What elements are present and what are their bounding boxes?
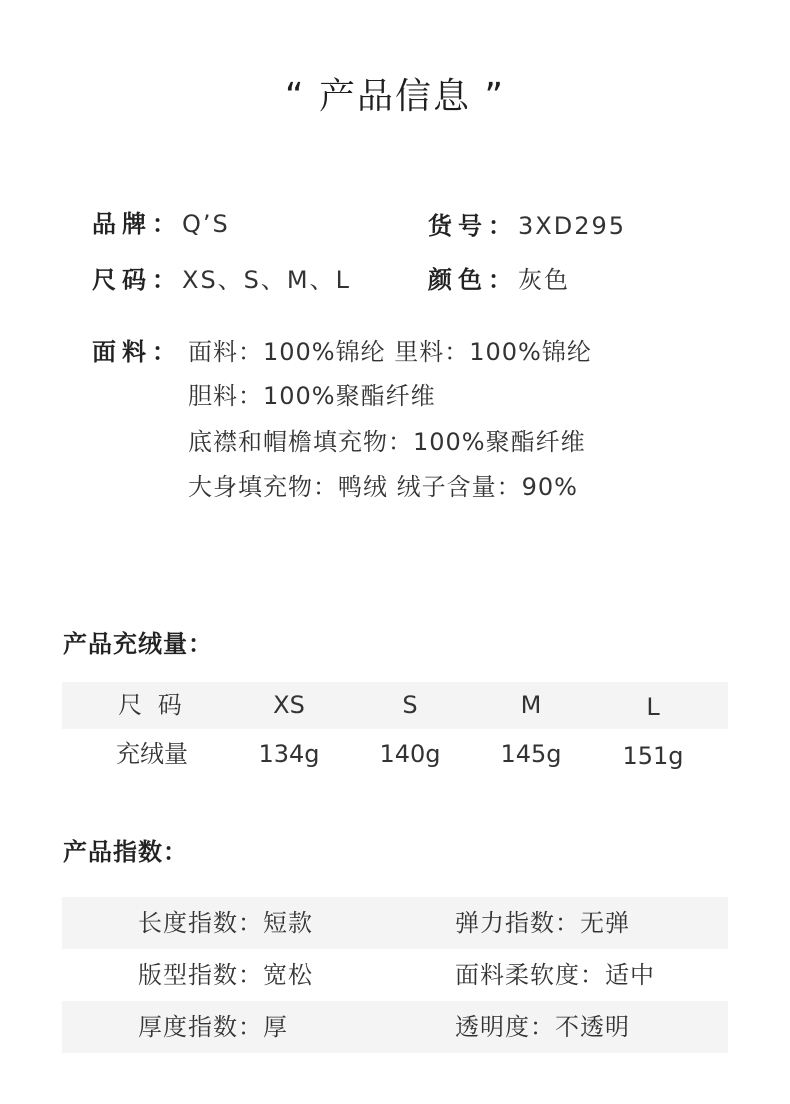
- page-title: “ 产品信息 ”: [284, 76, 506, 117]
- index-item: 版型指数：宽松: [138, 961, 313, 989]
- table-cell: 145g: [500, 740, 562, 768]
- table-row: [62, 731, 728, 778]
- brand-row: [92, 204, 230, 239]
- fabric-line: 胆料：100%聚酯纤维: [188, 382, 436, 410]
- index-table: [62, 897, 728, 1053]
- table-row: [62, 1001, 728, 1053]
- table-header-cell: XS: [273, 691, 305, 719]
- table-row: [62, 897, 728, 949]
- sku-label: 货号：: [428, 212, 518, 240]
- sku-value: 3XD295: [518, 212, 626, 240]
- table-row: [62, 949, 728, 1001]
- fabric-label: 面料：: [92, 338, 182, 366]
- index-section-title: 产品指数：: [63, 838, 188, 866]
- table-cell: 充绒量: [116, 740, 188, 768]
- size-label: 尺码：: [92, 266, 182, 294]
- color-label: 颜色：: [428, 266, 518, 294]
- fabric-line: 底襟和帽檐填充物：100%聚酯纤维: [188, 428, 586, 456]
- index-item: 厚度指数：厚: [138, 1013, 288, 1041]
- fill-section-title: 产品充绒量：: [63, 630, 213, 658]
- table-header-cell: M: [520, 691, 542, 719]
- table-header-cell: L: [646, 693, 660, 721]
- index-item: 长度指数：短款: [138, 909, 313, 937]
- size-value: XS、S、M、L: [182, 266, 351, 294]
- table-header-cell: S: [402, 691, 418, 719]
- fabric-label-row: [92, 332, 182, 367]
- sku-row: [428, 206, 626, 241]
- color-row: [428, 260, 570, 295]
- table-cell: 140g: [379, 740, 441, 768]
- table-header-cell: 尺 码: [118, 691, 186, 719]
- brand-value: Q’S: [182, 210, 230, 238]
- fabric-line: 面料：100%锦纶 里料：100%锦纶: [188, 338, 592, 366]
- fill-table-header: [62, 682, 728, 729]
- table-cell: 151g: [622, 742, 684, 770]
- fill-table: [62, 682, 728, 776]
- fabric-line: 大身填充物：鸭绒 绒子含量：90%: [188, 473, 578, 501]
- index-item: 弹力指数：无弹: [455, 909, 630, 937]
- brand-label: 品牌：: [92, 210, 182, 238]
- color-value: 灰色: [518, 266, 570, 294]
- size-row: [92, 260, 351, 295]
- table-cell: 134g: [258, 740, 320, 768]
- index-item: 面料柔软度：适中: [455, 961, 655, 989]
- index-item: 透明度：不透明: [455, 1013, 630, 1041]
